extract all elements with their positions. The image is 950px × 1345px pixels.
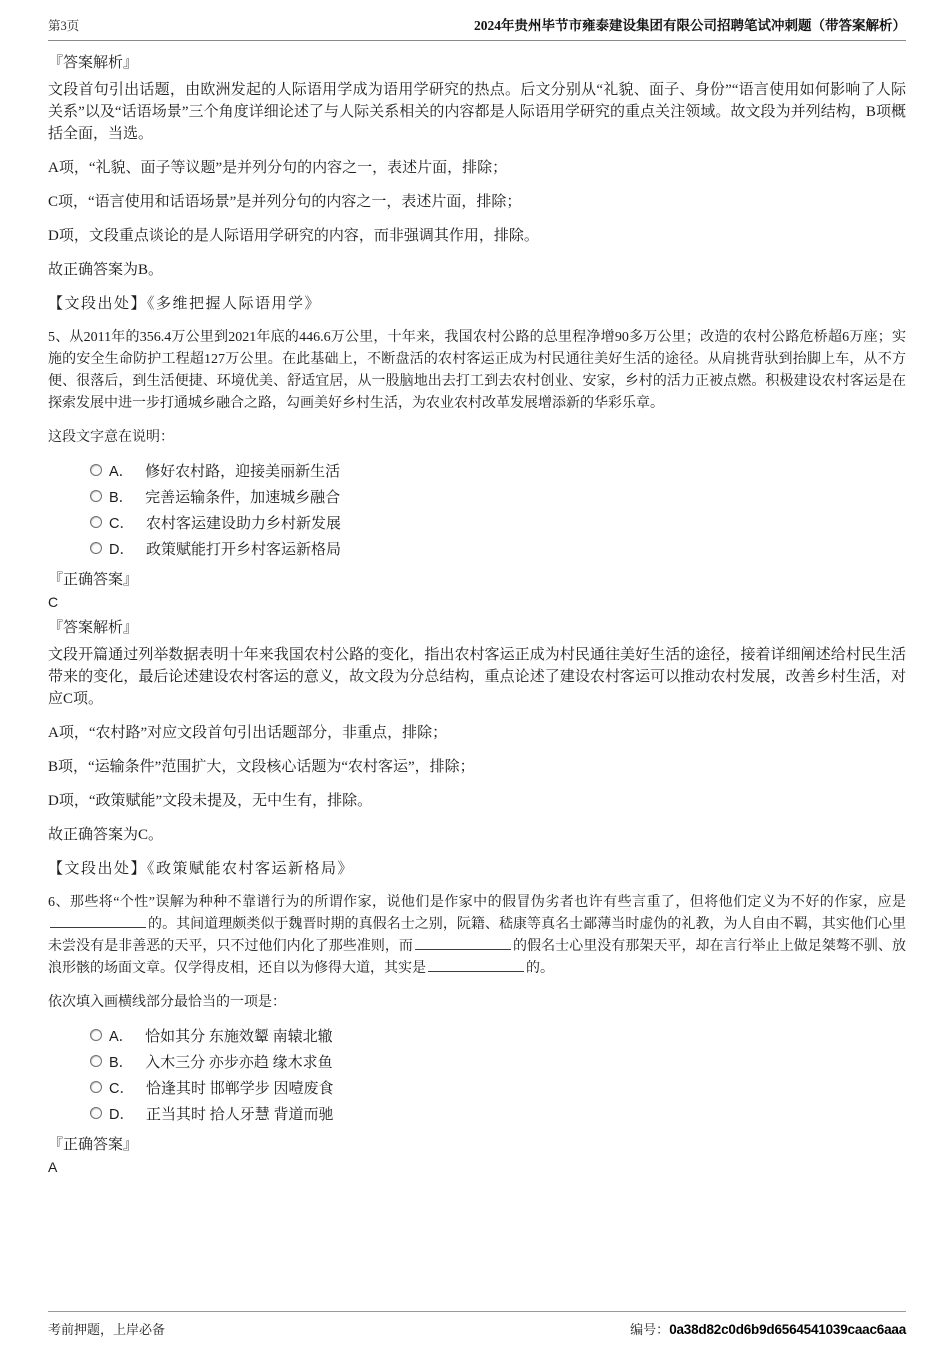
option-letter: A． (109, 1028, 134, 1045)
option-letter: C． (109, 515, 134, 532)
serial-value: 0a38d82c0d6b9d6564541039caac6aaa (669, 1322, 906, 1337)
radio-button[interactable] (90, 516, 102, 528)
analysis-note-a: A项，“礼貌、面子等议题”是并列分句的内容之一，表述片面，排除； (48, 160, 508, 176)
analysis-note-a: A项，“农村路”对应文段首句引出话题部分，非重点，排除； (48, 725, 448, 741)
footer-slogan: 考前押题，上岸必备 (48, 1322, 166, 1337)
question-5-stem: 5、从2011年的356.4万公里到2021年底的446.6万公里，十年来，我国农村公路的总里程净增90多万公里；改造的农村公路危桥超6万座；实施的安全生命防护工程超127万公里。在此基础上，不断盘活的农村客运正成为村民通往美好生活的途径。从肩挑背驮到抬脚上车，从不方便、很落后，到生活便捷、环境优美、舒适宜居，从一股脑地出去打工到去农村创业、安家，乡村的活力正被点燃。积极建设农村客运是在探索发展中进一步打通城乡融合之路，勾画美好乡村生活，为农业农村改革发展增添新的华彩乐章。 (48, 330, 906, 411)
option-row-b[interactable] (48, 1048, 906, 1074)
radio-button[interactable] (90, 1029, 102, 1041)
option-letter: B． (109, 1054, 134, 1071)
stem-segment: 的。其间道理颇类似于魏晋时期的真假名士之别，阮籍、嵇康等真名士鄙薄当时虚伪的礼教，为人自由不羁，其实他们心里未尝没有是非善恶的天平，只不过他们内化了那些准则，而 (48, 917, 906, 954)
option-row-c[interactable] (48, 1074, 906, 1100)
option-letter: D． (109, 1106, 134, 1123)
option-row-c[interactable] (48, 509, 906, 535)
option-letter: A． (109, 463, 134, 480)
option-letter: C． (109, 1080, 134, 1097)
question-6-answer (48, 1134, 906, 1178)
question-6-options (48, 1022, 906, 1126)
question-5-options (48, 457, 906, 561)
radio-button[interactable] (90, 1055, 102, 1067)
page-footer (48, 1311, 906, 1338)
passage-source: 【文段出处】《多维把握人际语用学》 (48, 296, 322, 312)
correct-answer-label: 『正确答案』 (48, 572, 139, 588)
page-content (48, 52, 906, 1182)
analysis-conclusion: 故正确答案为B。 (48, 262, 164, 278)
correct-answer-label: 『正确答案』 (48, 1137, 139, 1153)
radio-button[interactable] (90, 542, 102, 554)
option-text: 政策赋能打开乡村客运新格局 (145, 541, 341, 558)
analysis-note-c: C项，“语言使用和话语场景”是并列分句的内容之一，表述片面，排除； (48, 194, 522, 210)
document-title: 2024年贵州毕节市雍泰建设集团有限公司招聘笔试冲刺题（带答案解析） (474, 18, 906, 33)
stem-segment: 的。 (526, 961, 554, 976)
question-6-stem (48, 892, 906, 980)
analysis-note-d: D项，“政策赋能”文段未提及，无中生有，排除。 (48, 793, 373, 809)
option-text: 农村客运建设助力乡村新发展 (145, 515, 341, 532)
option-row-a[interactable] (48, 457, 906, 483)
radio-button[interactable] (90, 1081, 102, 1093)
blank-underline (415, 936, 511, 950)
question-5-prompt: 这段文字意在说明： (48, 430, 174, 445)
analysis-label: 『答案解析』 (48, 620, 139, 636)
option-row-d[interactable] (48, 535, 906, 561)
question-5-answer (48, 569, 906, 613)
page-number: 第3页 (48, 19, 80, 33)
blank-underline (428, 958, 524, 972)
option-text: 恰逢其时 邯郸学步 因噎废食 (145, 1080, 334, 1097)
analysis-conclusion: 故正确答案为C。 (48, 827, 164, 843)
option-text: 入木三分 亦步亦趋 缘木求鱼 (145, 1054, 333, 1071)
question-6-prompt: 依次填入画横线部分最恰当的一项是： (48, 995, 286, 1010)
correct-answer-value: A (48, 1159, 58, 1175)
option-text: 正当其时 拾人牙慧 背道而驰 (145, 1106, 334, 1123)
stem-segment: 的假名士心里没有那架天平，却在言行举止上做足桀骜不驯、放浪形骸的场面文章。仅学得皮相，还自以为修得大道，其实是 (48, 939, 907, 976)
radio-button[interactable] (90, 1107, 102, 1119)
page-header (48, 14, 906, 41)
analysis-note-d: D项，文段重点谈论的是人际语用学研究的内容，而非强调其作用，排除。 (48, 228, 539, 244)
option-text: 完善运输条件，加速城乡融合 (145, 489, 341, 506)
analysis-note-b: B项，“运输条件”范围扩大，文段核心话题为“农村客运”，排除； (48, 759, 475, 775)
serial-label: 编号： (630, 1322, 670, 1337)
analysis-paragraph: 文段开篇通过列举数据表明十年来我国农村公路的变化，指出农村客运正成为村民通往美好生活的途径，接着详细阐述给村民生活带来的变化，最后论述建设农村客运的意义，故文段为分总结构，重点论述了建设农村客运可以推动农村发展，改善乡村生活，对应C项。 (48, 647, 906, 707)
option-letter: B． (109, 489, 134, 506)
analysis-label: 『答案解析』 (48, 55, 139, 71)
option-text: 修好农村路，迎接美丽新生活 (145, 463, 341, 480)
correct-answer-value: C (48, 594, 59, 610)
option-row-b[interactable] (48, 483, 906, 509)
stem-segment: 6、那些将“个性”误解为种种不靠谱行为的所谓作家，说他们是作家中的假冒伪劣者也许有些言重了，但将他们定义为不好的作家，应是 (48, 895, 906, 910)
footer-serial (630, 1319, 906, 1338)
option-row-a[interactable] (48, 1022, 906, 1048)
option-text: 恰如其分 东施效颦 南辕北辙 (145, 1028, 333, 1045)
radio-button[interactable] (90, 464, 102, 476)
passage-source: 【文段出处】《政策赋能农村客运新格局》 (48, 861, 355, 877)
option-row-d[interactable] (48, 1100, 906, 1126)
radio-button[interactable] (90, 490, 102, 502)
option-letter: D． (109, 541, 134, 558)
analysis-paragraph: 文段首句引出话题，由欧洲发起的人际语用学成为语用学研究的热点。后文分别从“礼貌、面子、身份”“语言使用如何影响了人际关系”以及“话语场景”三个角度详细论述了与人际关系相关的内容都是人际语用学研究的重点关注领域。故文段为并列结构，B项概括全面，当选。 (48, 82, 906, 142)
blank-underline (50, 914, 146, 928)
